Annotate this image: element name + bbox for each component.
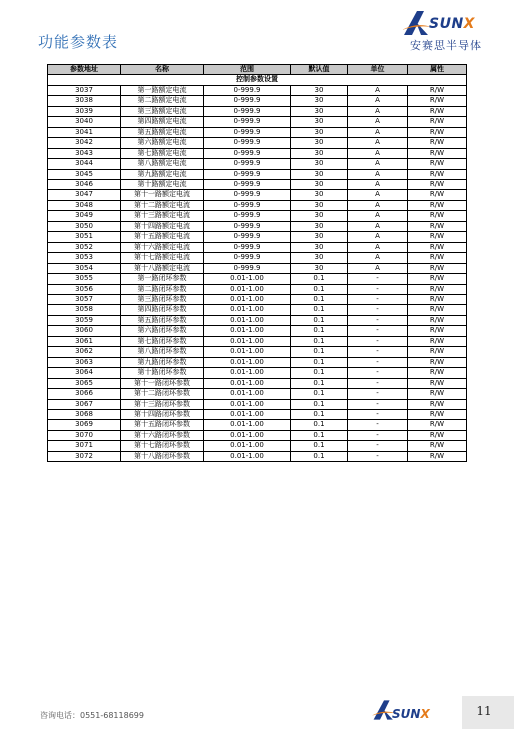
cell-range: 0.01-1.00 (204, 336, 291, 346)
section-title: 控制参数设置 (48, 75, 467, 85)
cell-name: 第十二路额定电流 (121, 200, 204, 210)
cell-address: 3071 (48, 441, 121, 451)
cell-range: 0-999.9 (204, 148, 291, 158)
cell-range: 0-999.9 (204, 117, 291, 127)
cell-attribute: R/W (408, 315, 467, 325)
cell-default: 30 (291, 211, 348, 221)
cell-unit: - (348, 430, 408, 440)
cell-default: 30 (291, 159, 348, 169)
cell-attribute: R/W (408, 420, 467, 430)
logo-a-icon (402, 10, 432, 36)
cell-name: 第八路额定电流 (121, 159, 204, 169)
cell-unit: A (348, 85, 408, 95)
cell-name: 第十三路闭环参数 (121, 399, 204, 409)
cell-address: 3055 (48, 274, 121, 284)
cell-name: 第十三路额定电流 (121, 211, 204, 221)
cell-attribute: R/W (408, 85, 467, 95)
logo-cn-name: 安赛思半导体 (410, 39, 482, 52)
table-row (48, 200, 467, 210)
cell-name: 第九路额定电流 (121, 169, 204, 179)
cell-unit: - (348, 409, 408, 419)
cell-range: 0-999.9 (204, 179, 291, 189)
cell-default: 30 (291, 169, 348, 179)
cell-range: 0-999.9 (204, 85, 291, 95)
table-row (48, 409, 467, 419)
table-row (48, 242, 467, 252)
cell-name: 第十六路额定电流 (121, 242, 204, 252)
cell-range: 0-999.9 (204, 232, 291, 242)
cell-range: 0-999.9 (204, 96, 291, 106)
cell-address: 3045 (48, 169, 121, 179)
table-row (48, 169, 467, 179)
cell-address: 3054 (48, 263, 121, 273)
cell-address: 3039 (48, 106, 121, 116)
cell-address: 3066 (48, 389, 121, 399)
cell-name: 第五路额定电流 (121, 127, 204, 137)
table-row (48, 336, 467, 346)
cell-attribute: R/W (408, 430, 467, 440)
cell-name: 第十二路闭环参数 (121, 389, 204, 399)
cell-attribute: R/W (408, 368, 467, 378)
cell-unit: A (348, 127, 408, 137)
cell-default: 30 (291, 263, 348, 273)
cell-default: 0.1 (291, 399, 348, 409)
cell-default: 0.1 (291, 420, 348, 430)
cell-default: 0.1 (291, 430, 348, 440)
table-row (48, 315, 467, 325)
cell-address: 3051 (48, 232, 121, 242)
table-row (48, 420, 467, 430)
cell-unit: - (348, 357, 408, 367)
cell-unit: A (348, 263, 408, 273)
cell-name: 第六路闭环参数 (121, 326, 204, 336)
cell-name: 第七路额定电流 (121, 148, 204, 158)
cell-default: 0.1 (291, 409, 348, 419)
cell-default: 0.1 (291, 326, 348, 336)
table-row (48, 148, 467, 158)
cell-name: 第十四路闭环参数 (121, 409, 204, 419)
cell-attribute: R/W (408, 326, 467, 336)
cell-default: 30 (291, 148, 348, 158)
cell-address: 3042 (48, 138, 121, 148)
cell-name: 第十四路额定电流 (121, 221, 204, 231)
cell-range: 0-999.9 (204, 211, 291, 221)
cell-name: 第十七路额定电流 (121, 253, 204, 263)
cell-range: 0-999.9 (204, 253, 291, 263)
cell-range: 0.01-1.00 (204, 294, 291, 304)
cell-range: 0.01-1.00 (204, 420, 291, 430)
cell-default: 30 (291, 106, 348, 116)
cell-attribute: R/W (408, 441, 467, 451)
cell-default: 30 (291, 179, 348, 189)
header-attribute: 属性 (408, 65, 467, 75)
cell-unit: - (348, 368, 408, 378)
cell-name: 第二路额定电流 (121, 96, 204, 106)
cell-unit: A (348, 190, 408, 200)
header-range: 范围 (204, 65, 291, 75)
cell-attribute: R/W (408, 274, 467, 284)
cell-range: 0.01-1.00 (204, 284, 291, 294)
cell-address: 3044 (48, 159, 121, 169)
cell-range: 0.01-1.00 (204, 347, 291, 357)
table-row (48, 326, 467, 336)
page-title: 功能参数表 (38, 33, 119, 51)
cell-range: 0.01-1.00 (204, 409, 291, 419)
cell-attribute: R/W (408, 253, 467, 263)
cell-range: 0.01-1.00 (204, 326, 291, 336)
cell-range: 0-999.9 (204, 169, 291, 179)
cell-address: 3047 (48, 190, 121, 200)
brand-logo (402, 10, 494, 54)
cell-attribute: R/W (408, 159, 467, 169)
cell-default: 0.1 (291, 294, 348, 304)
table-row (48, 85, 467, 95)
cell-name: 第三路额定电流 (121, 106, 204, 116)
cell-address: 3061 (48, 336, 121, 346)
table-row (48, 368, 467, 378)
cell-attribute: R/W (408, 211, 467, 221)
cell-attribute: R/W (408, 221, 467, 231)
cell-address: 3046 (48, 179, 121, 189)
cell-range: 0.01-1.00 (204, 315, 291, 325)
footer-logo-wordmark (392, 707, 430, 721)
table-row (48, 441, 467, 451)
cell-attribute: R/W (408, 106, 467, 116)
cell-unit: - (348, 315, 408, 325)
footer-logo-x: X (420, 707, 430, 721)
table-row (48, 294, 467, 304)
logo-wordmark-x: X (463, 16, 475, 32)
cell-unit: - (348, 305, 408, 315)
cell-attribute: R/W (408, 127, 467, 137)
cell-range: 0.01-1.00 (204, 368, 291, 378)
cell-name: 第十路额定电流 (121, 179, 204, 189)
table-row (48, 389, 467, 399)
cell-unit: - (348, 294, 408, 304)
cell-default: 30 (291, 138, 348, 148)
footer-logo-text: SUN (392, 707, 421, 721)
cell-name: 第十六路闭环参数 (121, 430, 204, 440)
cell-attribute: R/W (408, 169, 467, 179)
cell-unit: - (348, 274, 408, 284)
cell-default: 30 (291, 117, 348, 127)
cell-attribute: R/W (408, 263, 467, 273)
cell-name: 第二路闭环参数 (121, 284, 204, 294)
table-row (48, 159, 467, 169)
footer-phone: 咨询电话：0551-68118699 (40, 711, 144, 720)
header-default: 默认值 (291, 65, 348, 75)
cell-name: 第四路闭环参数 (121, 305, 204, 315)
cell-address: 3060 (48, 326, 121, 336)
cell-unit: A (348, 242, 408, 252)
cell-default: 30 (291, 242, 348, 252)
cell-address: 3049 (48, 211, 121, 221)
cell-address: 3052 (48, 242, 121, 252)
cell-attribute: R/W (408, 399, 467, 409)
cell-default: 30 (291, 253, 348, 263)
table-row (48, 179, 467, 189)
table-row (48, 263, 467, 273)
cell-range: 0.01-1.00 (204, 399, 291, 409)
cell-range: 0.01-1.00 (204, 389, 291, 399)
cell-range: 0-999.9 (204, 127, 291, 137)
cell-address: 3068 (48, 409, 121, 419)
cell-attribute: R/W (408, 409, 467, 419)
header-name: 名称 (121, 65, 204, 75)
cell-range: 0.01-1.00 (204, 441, 291, 451)
logo-wordmark-text: SUN (429, 16, 464, 32)
cell-attribute: R/W (408, 294, 467, 304)
cell-default: 30 (291, 200, 348, 210)
table-row (48, 253, 467, 263)
table-row (48, 378, 467, 388)
table-row (48, 274, 467, 284)
cell-address: 3041 (48, 127, 121, 137)
footer-logo (372, 699, 442, 727)
table-row (48, 211, 467, 221)
cell-attribute: R/W (408, 117, 467, 127)
cell-name: 第一路额定电流 (121, 85, 204, 95)
table-row (48, 284, 467, 294)
cell-attribute: R/W (408, 336, 467, 346)
cell-unit: A (348, 200, 408, 210)
table-row (48, 399, 467, 409)
cell-name: 第三路闭环参数 (121, 294, 204, 304)
table-row (48, 305, 467, 315)
cell-default: 0.1 (291, 305, 348, 315)
cell-address: 3057 (48, 294, 121, 304)
cell-address: 3072 (48, 451, 121, 461)
table-row (48, 106, 467, 116)
cell-range: 0-999.9 (204, 106, 291, 116)
cell-range: 0-999.9 (204, 200, 291, 210)
table-row (48, 117, 467, 127)
cell-address: 3065 (48, 378, 121, 388)
cell-attribute: R/W (408, 179, 467, 189)
cell-default: 0.1 (291, 378, 348, 388)
header-address: 参数地址 (48, 65, 121, 75)
table-header-row (48, 65, 467, 75)
cell-unit: A (348, 148, 408, 158)
cell-range: 0-999.9 (204, 190, 291, 200)
cell-default: 0.1 (291, 284, 348, 294)
cell-address: 3053 (48, 253, 121, 263)
cell-address: 3064 (48, 368, 121, 378)
page-number: 11 (476, 704, 492, 718)
cell-unit: - (348, 336, 408, 346)
cell-default: 30 (291, 96, 348, 106)
cell-attribute: R/W (408, 305, 467, 315)
table-row (48, 190, 467, 200)
cell-default: 0.1 (291, 315, 348, 325)
cell-default: 0.1 (291, 274, 348, 284)
cell-unit: A (348, 106, 408, 116)
logo-wordmark (429, 16, 475, 32)
cell-unit: - (348, 451, 408, 461)
cell-default: 0.1 (291, 441, 348, 451)
cell-default: 30 (291, 190, 348, 200)
cell-name: 第一路闭环参数 (121, 274, 204, 284)
cell-unit: A (348, 232, 408, 242)
cell-range: 0.01-1.00 (204, 274, 291, 284)
cell-address: 3070 (48, 430, 121, 440)
cell-unit: - (348, 378, 408, 388)
cell-unit: - (348, 420, 408, 430)
cell-name: 第十八路闭环参数 (121, 451, 204, 461)
cell-unit: A (348, 159, 408, 169)
cell-address: 3058 (48, 305, 121, 315)
cell-default: 30 (291, 221, 348, 231)
cell-attribute: R/W (408, 357, 467, 367)
cell-name: 第十五路额定电流 (121, 232, 204, 242)
cell-default: 30 (291, 85, 348, 95)
cell-attribute: R/W (408, 347, 467, 357)
cell-attribute: R/W (408, 190, 467, 200)
cell-address: 3059 (48, 315, 121, 325)
cell-name: 第十八路额定电流 (121, 263, 204, 273)
cell-name: 第八路闭环参数 (121, 347, 204, 357)
cell-name: 第十一路闭环参数 (121, 378, 204, 388)
cell-name: 第十一路额定电流 (121, 190, 204, 200)
cell-attribute: R/W (408, 148, 467, 158)
cell-address: 3063 (48, 357, 121, 367)
cell-range: 0-999.9 (204, 138, 291, 148)
cell-default: 0.1 (291, 389, 348, 399)
cell-name: 第十路闭环参数 (121, 368, 204, 378)
cell-default: 30 (291, 232, 348, 242)
cell-unit: A (348, 179, 408, 189)
table-row (48, 347, 467, 357)
cell-unit: A (348, 221, 408, 231)
cell-address: 3056 (48, 284, 121, 294)
cell-default: 30 (291, 127, 348, 137)
cell-name: 第十七路闭环参数 (121, 441, 204, 451)
table-row (48, 96, 467, 106)
cell-name: 第五路闭环参数 (121, 315, 204, 325)
cell-unit: A (348, 253, 408, 263)
table-row (48, 430, 467, 440)
cell-range: 0-999.9 (204, 263, 291, 273)
table-row (48, 451, 467, 461)
cell-name: 第四路额定电流 (121, 117, 204, 127)
cell-attribute: R/W (408, 451, 467, 461)
cell-address: 3067 (48, 399, 121, 409)
cell-unit: - (348, 399, 408, 409)
cell-address: 3040 (48, 117, 121, 127)
cell-range: 0-999.9 (204, 242, 291, 252)
cell-unit: A (348, 138, 408, 148)
cell-range: 0.01-1.00 (204, 430, 291, 440)
cell-default: 0.1 (291, 368, 348, 378)
cell-unit: - (348, 389, 408, 399)
cell-attribute: R/W (408, 232, 467, 242)
table-row (48, 232, 467, 242)
cell-range: 0.01-1.00 (204, 305, 291, 315)
table-row (48, 138, 467, 148)
table-row (48, 357, 467, 367)
table-row (48, 127, 467, 137)
cell-address: 3048 (48, 200, 121, 210)
cell-unit: A (348, 211, 408, 221)
header-unit: 单位 (348, 65, 408, 75)
cell-default: 0.1 (291, 347, 348, 357)
table-body (48, 75, 467, 462)
cell-unit: A (348, 96, 408, 106)
cell-default: 0.1 (291, 451, 348, 461)
cell-address: 3038 (48, 96, 121, 106)
cell-address: 3037 (48, 85, 121, 95)
cell-default: 0.1 (291, 357, 348, 367)
parameter-table (47, 64, 467, 462)
cell-attribute: R/W (408, 284, 467, 294)
cell-unit: A (348, 169, 408, 179)
cell-attribute: R/W (408, 96, 467, 106)
cell-range: 0.01-1.00 (204, 451, 291, 461)
cell-default: 0.1 (291, 336, 348, 346)
cell-address: 3043 (48, 148, 121, 158)
cell-attribute: R/W (408, 378, 467, 388)
cell-unit: A (348, 117, 408, 127)
cell-unit: - (348, 326, 408, 336)
cell-range: 0-999.9 (204, 221, 291, 231)
cell-range: 0.01-1.00 (204, 357, 291, 367)
cell-range: 0.01-1.00 (204, 378, 291, 388)
table-row (48, 221, 467, 231)
cell-unit: - (348, 284, 408, 294)
cell-name: 第七路闭环参数 (121, 336, 204, 346)
cell-name: 第九路闭环参数 (121, 357, 204, 367)
cell-name: 第六路额定电流 (121, 138, 204, 148)
cell-address: 3062 (48, 347, 121, 357)
section-row (48, 75, 467, 85)
cell-attribute: R/W (408, 200, 467, 210)
cell-unit: - (348, 441, 408, 451)
page-number-box (462, 696, 514, 729)
cell-attribute: R/W (408, 242, 467, 252)
cell-address: 3069 (48, 420, 121, 430)
cell-attribute: R/W (408, 138, 467, 148)
cell-name: 第十五路闭环参数 (121, 420, 204, 430)
cell-range: 0-999.9 (204, 159, 291, 169)
cell-unit: - (348, 347, 408, 357)
cell-address: 3050 (48, 221, 121, 231)
cell-attribute: R/W (408, 389, 467, 399)
